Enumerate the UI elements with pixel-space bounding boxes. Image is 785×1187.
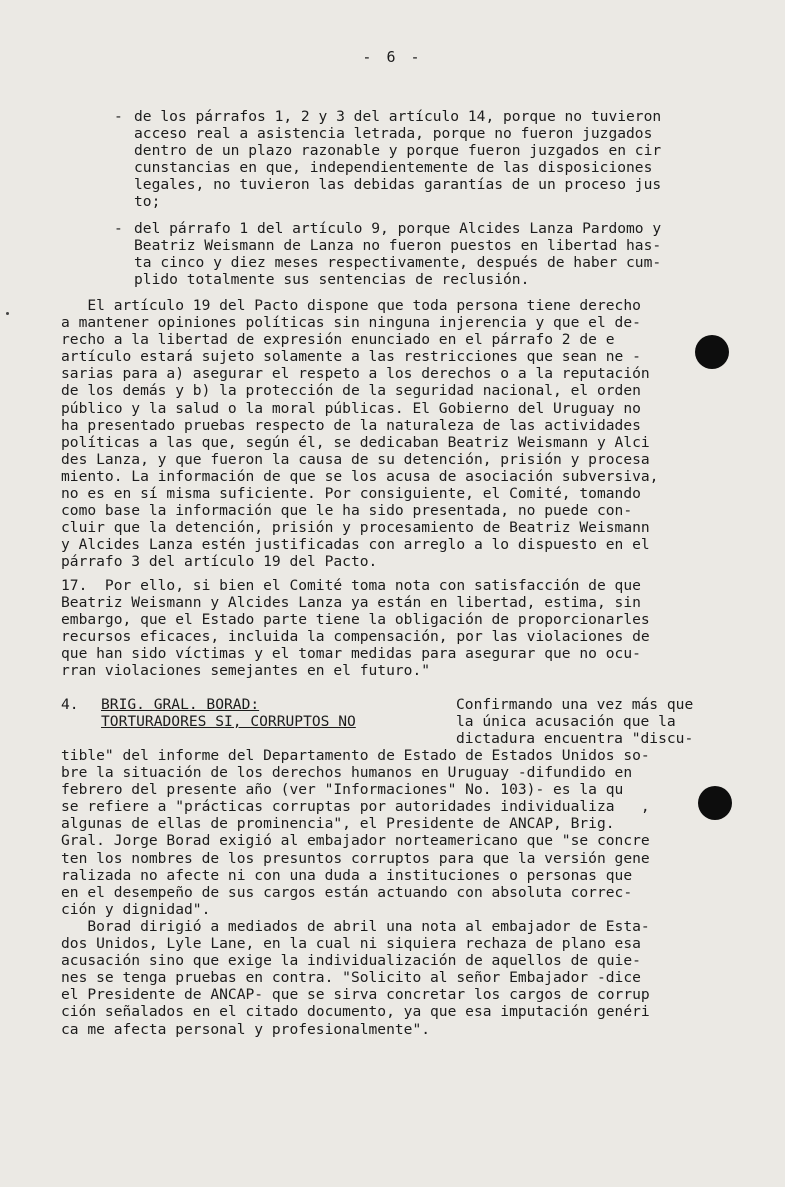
- text-line: ción y dignidad".: [61, 900, 211, 918]
- text-line: El artículo 19 del Pacto dispone que toda persona tiene derecho: [61, 297, 641, 314]
- text-line: dos Unidos, Lyle Lane, en la cual ni siquiera rechaza de plano esa: [61, 935, 641, 953]
- section-side-text: [456, 696, 693, 747]
- punch-hole: [695, 335, 729, 369]
- text-line: recho a la libertad de expresión enunciado en el párrafo 2 de e: [61, 331, 615, 349]
- punch-hole: [698, 786, 732, 820]
- text-line: ción señalados en el citado documento, ya que esa imputación genéri: [61, 1003, 650, 1021]
- text-line: cunstancias en que, independientemente de las disposiciones: [134, 159, 653, 177]
- text-line: tible" del informe del Departamento de Estado de Estados Unidos so-: [61, 747, 650, 764]
- paragraph-17: [61, 577, 650, 680]
- text-line: miento. La información de que se los acusa de asociación subversiva,: [61, 467, 659, 485]
- bullet-item-2: [134, 220, 661, 288]
- text-line: de los párrafos 1, 2 y 3 del artículo 14, porque no tuvieron: [134, 108, 662, 125]
- text-line: la única acusación que la: [456, 713, 676, 731]
- text-line: como base la información que le ha sido presentada, no puede con-: [61, 502, 633, 520]
- text-line: febrero del presente año (ver "Informaciones" No. 103)- es la qu: [61, 781, 624, 799]
- bullet-item-1: [134, 108, 661, 211]
- text-line: embargo, que el Estado parte tiene la obligación de proporcionarles: [61, 611, 650, 629]
- text-line: del párrafo 1 del artículo 9, porque Alcides Lanza Pardomo y: [134, 220, 662, 237]
- text-line: Gral. Jorge Borad exigió al embajador norteamericano que "se concre: [61, 832, 650, 850]
- text-line: Confirmando una vez más que: [456, 696, 694, 713]
- paragraph-articulo-19: [61, 297, 658, 571]
- section-body: [61, 747, 650, 1038]
- text-line: 17. Por ello, si bien el Comité toma nota con satisfacción de que: [61, 577, 641, 594]
- text-line: nes se tenga pruebas en contra. "Solicito al señor Embajador -dice: [61, 969, 641, 987]
- text-line: ca me afecta personal y profesionalmente".: [61, 1020, 431, 1038]
- text-line: políticas a las que, según él, se dedicaban Beatriz Weismann y Alci: [61, 433, 650, 451]
- text-line: dictadura encuentra "discu-: [456, 730, 694, 748]
- text-line: Borad dirigió a mediados de abril una nota al embajador de Esta-: [61, 917, 650, 935]
- text-line: to;: [134, 193, 161, 211]
- text-line: bre la situación de los derechos humanos en Uruguay -difundido en: [61, 764, 633, 782]
- text-line: párrafo 3 del artículo 19 del Pacto.: [61, 553, 378, 571]
- section-heading: [101, 696, 356, 730]
- text-line: que han sido víctimas y el tomar medidas para asegurar que no ocu-: [61, 645, 641, 663]
- text-line: algunas de ellas de prominencia", el Presidente de ANCAP, Brig.: [61, 815, 615, 833]
- text-line: público y la salud o la moral públicas. El Gobierno del Uruguay no: [61, 399, 641, 417]
- heading-line: TORTURADORES SI, CORRUPTOS NO: [101, 713, 356, 731]
- margin-dot: [6, 312, 9, 315]
- text-line: ha presentado pruebas respecto de la naturaleza de las actividades: [61, 416, 641, 434]
- text-line: de los demás y b) la protección de la seguridad nacional, el orden: [61, 382, 641, 400]
- bullet-dash: -: [114, 220, 123, 237]
- heading-line: BRIG. GRAL. BORAD:: [101, 696, 260, 713]
- text-line: a mantener opiniones políticas sin ninguna injerencia y que el de-: [61, 314, 641, 332]
- text-line: des Lanza, y que fueron la causa de su detención, prisión y procesa: [61, 450, 650, 468]
- text-line: no es en sí misma suficiente. Por consiguiente, el Comité, tomando: [61, 485, 641, 503]
- section-number: 4.: [61, 696, 79, 713]
- text-line: ralizada no afecte ni con una duda a instituciones o personas que: [61, 866, 633, 884]
- page-number: - 6 -: [362, 48, 423, 66]
- text-line: acceso real a asistencia letrada, porque no fueron juzgados: [134, 125, 653, 143]
- text-line: el Presidente de ANCAP- que se sirva concretar los cargos de corrup: [61, 986, 650, 1004]
- text-line: legales, no tuvieron las debidas garantías de un proceso jus: [134, 176, 662, 194]
- text-line: acusación sino que exige la individualización de aquellos de quie-: [61, 952, 641, 970]
- text-line: ta cinco y diez meses respectivamente, después de haber cum-: [134, 254, 662, 272]
- text-line: en el desempeño de sus cargos están actuando con absoluta correc-: [61, 883, 633, 901]
- text-line: recursos eficaces, incluida la compensación, por las violaciones de: [61, 628, 650, 646]
- text-line: dentro de un plazo razonable y porque fueron juzgados en cir: [134, 142, 662, 160]
- text-line: plido totalmente sus sentencias de reclusión.: [134, 271, 530, 289]
- text-line: cluir que la detención, prisión y procesamiento de Beatriz Weismann: [61, 519, 650, 537]
- text-line: sarias para a) asegurar el respeto a los derechos o a la reputación: [61, 365, 650, 383]
- bullet-dash: -: [114, 108, 123, 125]
- text-line: se refiere a "prácticas corruptas por autoridades individualiza ,: [61, 798, 650, 816]
- text-line: artículo estará sujeto solamente a las restricciones que sean ne -: [61, 348, 641, 366]
- text-line: Beatriz Weismann y Alcides Lanza ya están en libertad, estima, sin: [61, 594, 641, 612]
- text-line: Beatriz Weismann de Lanza no fueron puestos en libertad has-: [134, 237, 662, 255]
- text-line: rran violaciones semejantes en el futuro.": [61, 662, 431, 680]
- text-line: ten los nombres de los presuntos corruptos para que la versión gene: [61, 849, 650, 867]
- text-line: y Alcides Lanza estén justificadas con arreglo a lo dispuesto en el: [61, 536, 650, 554]
